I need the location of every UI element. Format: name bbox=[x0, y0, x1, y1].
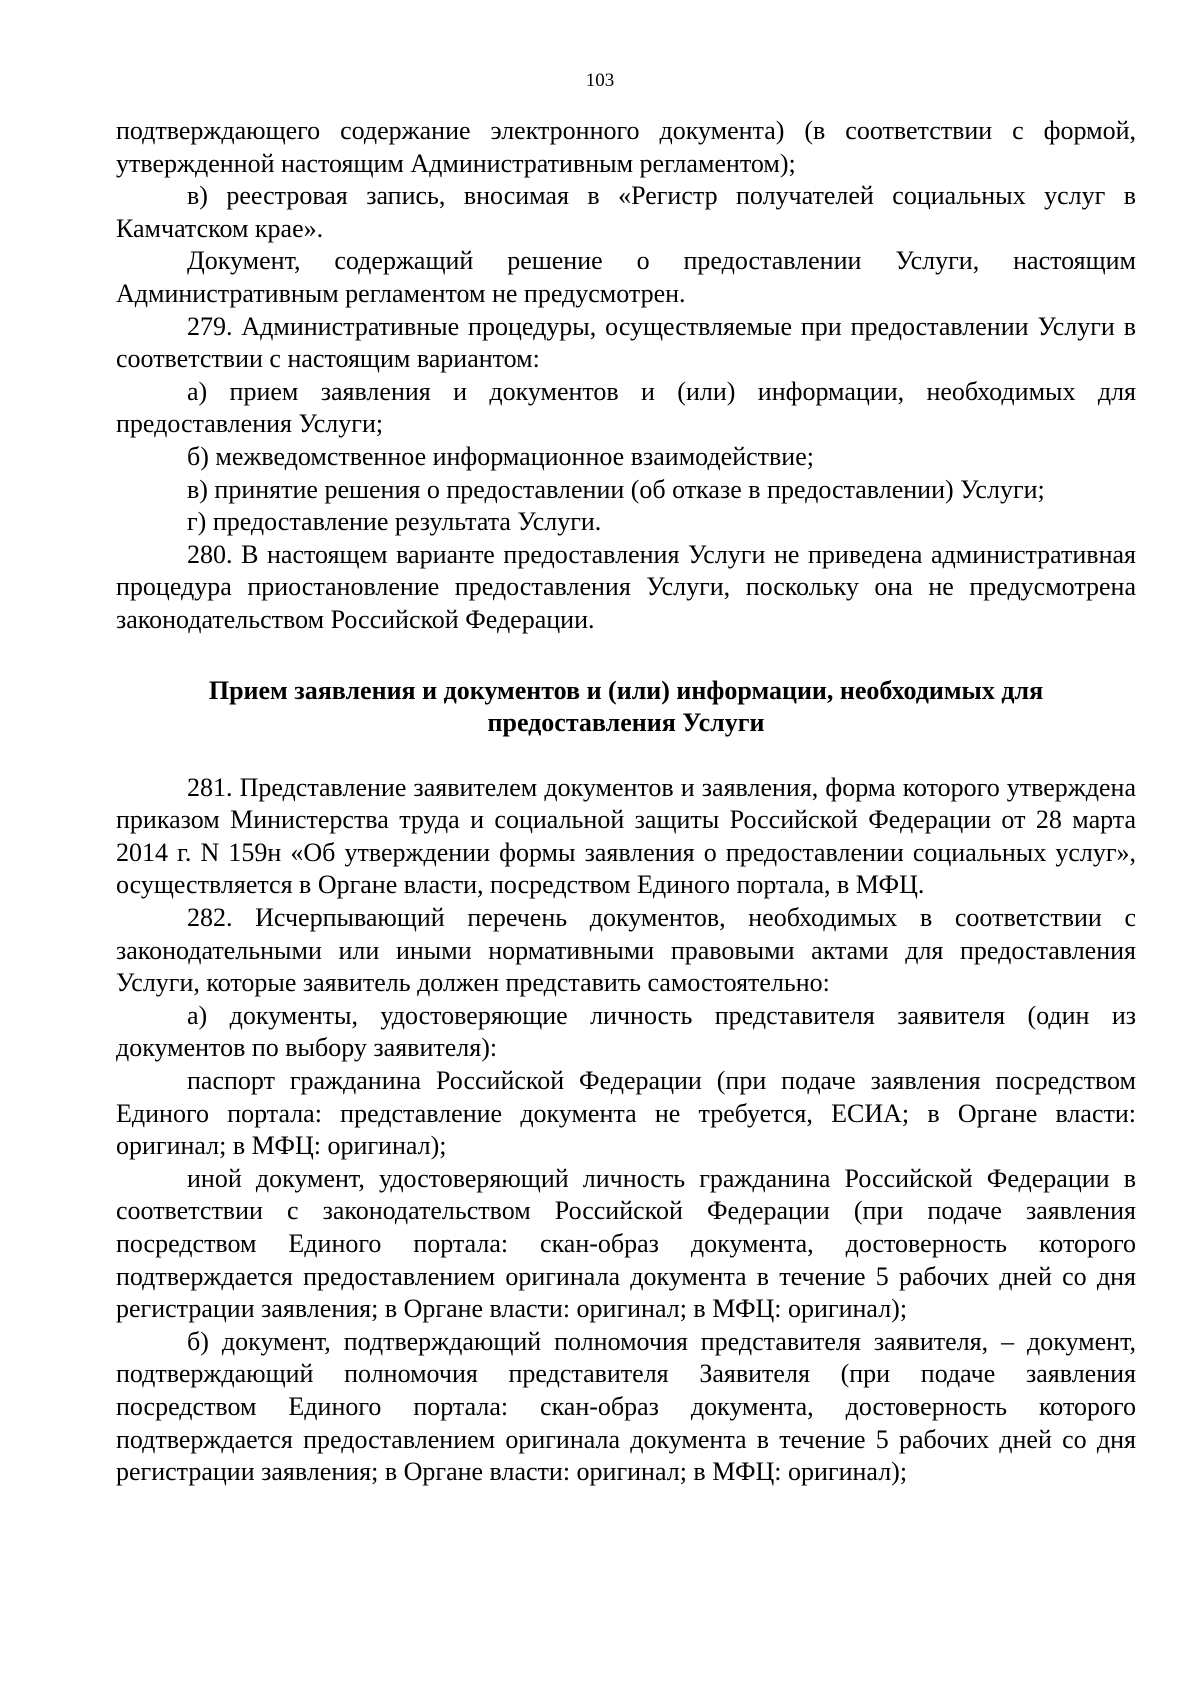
section-heading: Прием заявления и документов и (или) информации, необходимых для предоставления Услуги bbox=[208, 675, 1044, 738]
document-body bbox=[116, 115, 1136, 1489]
paragraph-280: 280. В настоящем варианте предоставления Услуги не приведена административная процедура приостановление предоставления Услуги, поскольку она не предусмотрена законодательством Российской Федерации. bbox=[116, 539, 1136, 634]
paragraph-item-a-identity-docs: а) документы, удостоверяющие личность представителя заявителя (один из документов по выбору заявителя): bbox=[116, 1000, 1136, 1063]
paragraph-item-b-authority-doc: б) документ, подтверждающий полномочия представителя заявителя, – документ, подтверждающий полномочия представителя Заявителя (при подаче заявления посредством Единого портала: скан-образ документа, достоверность которого подтверждается предоставлением оригинала документа в течение 5 рабочих дней со дня регистрации заявления; в Органе власти: оригинал; в МФЦ: оригинал); bbox=[116, 1326, 1136, 1487]
paragraph-281: 281. Представление заявителем документов и заявления, форма которого утверждена приказом Министерства труда и социальной защиты Российской Федерации от 28 марта 2014 г. N 159н «Об утверждении формы заявления о предоставлении социальных услуг», осуществляется в Органе власти, посредством Единого портала, в МФЦ. bbox=[116, 772, 1136, 900]
paragraph-279: 279. Административные процедуры, осуществляемые при предоставлении Услуги в соответствии с настоящим вариантом: bbox=[116, 311, 1136, 374]
paragraph-282: 282. Исчерпывающий перечень документов, необходимых в соответствии с законодательными или иными нормативными правовыми актами для предоставления Услуги, которые заявитель должен представить самостоятельно: bbox=[116, 903, 1136, 998]
paragraph-passport: паспорт гражданина Российской Федерации (при подаче заявления посредством Единого портала: представление документа не требуется, ЕСИА; в Органе власти: оригинал; в МФЦ: оригинал); bbox=[116, 1066, 1136, 1161]
paragraph-item-v-decision: в) принятие решения о предоставлении (об отказе в предоставлении) Услуги; bbox=[187, 474, 1045, 504]
paragraph-item-g-result: г) предоставление результата Услуги. bbox=[187, 507, 602, 537]
paragraph-item-a-reception: а) прием заявления и документов и (или) информации, необходимых для предоставления Услуги; bbox=[116, 376, 1136, 439]
paragraph-continuation: подтверждающего содержание электронного документа) (в соответствии с формой, утвержденной настоящим Административным регламентом); bbox=[116, 116, 1136, 178]
paragraph-other-identity-doc: иной документ, удостоверяющий личность гражданина Российской Федерации в соответствии с законодательством Российской Федерации (при подаче заявления посредством Единого портала: скан-образ документа, достоверность которого подтверждается предоставлением оригинала документа в течение 5 рабочих дней со дня регистрации заявления; в Органе власти: оригинал; в МФЦ: оригинал); bbox=[116, 1163, 1136, 1324]
paragraph-decision-document: Документ, содержащий решение о предоставлении Услуги, настоящим Административным регламентом не предусмотрен. bbox=[116, 246, 1136, 308]
paragraph-item-b-interaction: б) межведомственное информационное взаимодействие; bbox=[187, 441, 814, 471]
page-number: 103 bbox=[585, 70, 615, 91]
paragraph-item-v-registry: в) реестровая запись, вносимая в «Регистр получателей социальных услуг в Камчатском крае». bbox=[116, 181, 1136, 243]
